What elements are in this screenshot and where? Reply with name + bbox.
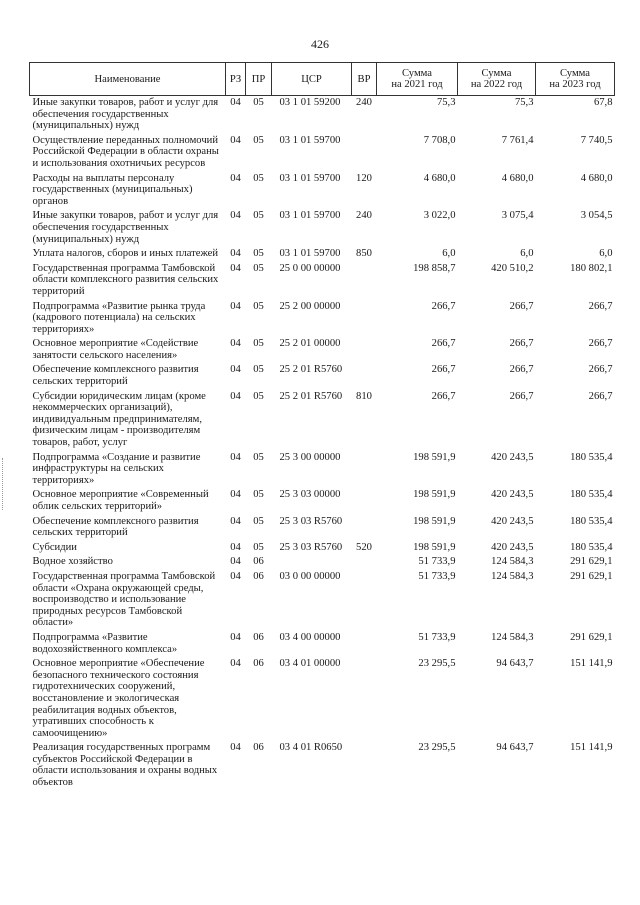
cell-sum-2021: 266,7 [431,390,456,402]
cell-sum-2022: 420 510,2 [491,262,534,274]
cell-sum-2021: 198 591,9 [413,515,456,527]
cell-pr: 05 [253,172,264,184]
header-sum-2021-line1: Сумма [402,68,432,79]
cell-csr: 25 2 01 R5760 [279,364,343,376]
header-pr: ПР [246,63,272,96]
table-row [30,390,615,451]
cell-name: Основное мероприятие «Содействие занятости сельского населения» [32,338,199,361]
cell-rz: 04 [230,262,241,274]
cell-sum-2021: 23 295,5 [418,742,456,754]
cell-pr: 05 [253,134,264,146]
cell-vr: 120 [356,172,372,184]
table-header [30,63,615,96]
cell-csr: 25 2 01 00000 [279,338,341,350]
table-row [30,451,615,489]
cell-csr: 03 1 01 59700 [279,134,341,146]
cell-rz: 04 [230,489,241,501]
cell-csr: 03 4 00 00000 [279,631,341,643]
cell-vr: 520 [356,541,372,553]
cell-pr: 05 [253,515,264,527]
cell-sum-2023: 151 141,9 [570,742,613,754]
table-row [30,488,615,514]
cell-rz: 04 [230,570,241,582]
cell-csr: 03 4 01 00000 [279,658,341,670]
cell-rz: 04 [230,515,241,527]
header-sum-2022-line2: на 2022 год [470,79,523,90]
cell-sum-2021: 6,0 [442,248,456,260]
cell-vr [352,515,377,541]
cell-pr: 06 [253,742,264,754]
cell-sum-2022: 6,0 [520,248,534,260]
cell-rz: 04 [230,742,241,754]
cell-name: Подпрограмма «Развитие водохозяйственного комплекса» [32,631,178,655]
cell-sum-2022: 124 584,3 [491,556,534,568]
cell-name: Подпрограмма «Развитие рынка труда (кадрового потенциала) на сельских территориях» [32,300,206,335]
table-row [30,541,615,556]
cell-sum-2022: 420 243,5 [491,515,534,527]
table-row [30,209,615,247]
cell-sum-2022: 420 243,5 [491,489,534,501]
header-vr: ВР [352,63,377,96]
cell-name: Основное мероприятие «Обеспечение безопасного технического состояния гидротехнических сооружений, восстановление и экологическая реабилитация водных объектов, утративших способность к самоочищению» [32,658,205,739]
cell-name: Реализация государственных программ субъектов Российской Федерации в области использования и охраны водных объектов [32,742,218,789]
cell-sum-2021: 198 591,9 [413,541,456,553]
budget-table [29,62,615,791]
cell-sum-2022: 266,7 [509,390,534,402]
cell-name: Субсидии юридическим лицам (кроме некоммерческих организаций), индивидуальным предпринимателям, физическим лицам - производителям товаров, работ, услуг [32,390,206,449]
cell-sum-2022: 124 584,3 [491,570,534,582]
cell-vr: 240 [356,97,372,108]
table-row [30,631,615,657]
table-row [30,134,615,172]
cell-sum-2022: 75,3 [514,97,534,108]
header-sum-2023-line2: на 2023 год [549,79,601,90]
cell-vr [352,555,377,570]
cell-sum-2023: 266,7 [588,338,613,350]
cell-sum-2021: 51 733,9 [418,631,456,643]
header-sum-2021-line2: на 2021 год [391,79,443,90]
cell-pr: 05 [253,97,264,108]
cell-name: Субсидии [32,541,77,553]
table-row [30,262,615,300]
cell-rz: 04 [230,556,241,568]
cell-sum-2023: 180 535,4 [570,515,613,527]
cell-vr [352,337,377,363]
cell-sum-2023: 6,0 [599,248,613,260]
cell-sum-2021: 4 680,0 [423,172,456,184]
table-row [30,172,615,210]
cell-name: Государственная программа Тамбовской области «Охрана окружающей среды, воспроизводство и использование природных ресурсов Тамбовской области» [32,570,216,629]
cell-pr: 05 [253,248,264,260]
table-row [30,570,615,631]
cell-csr: 25 3 03 R5760 [279,541,343,553]
cell-pr: 05 [253,364,264,376]
cell-name: Государственная программа Тамбовской области комплексного развития сельских территорий [32,262,219,297]
table-row [30,363,615,389]
cell-sum-2021: 198 591,9 [413,489,456,501]
cell-sum-2021: 23 295,5 [418,658,456,670]
cell-csr: 03 0 00 00000 [279,570,341,582]
cell-name: Уплата налогов, сборов и иных платежей [32,248,219,260]
cell-sum-2023: 291 629,1 [570,570,613,582]
cell-pr: 05 [253,489,264,501]
cell-vr: 240 [356,210,372,222]
cell-sum-2021: 266,7 [431,300,456,312]
cell-name: Осуществление переданных полномочий Российской Федерации в области охраны и использования охотничьих ресурсов [32,134,219,169]
cell-sum-2023: 266,7 [588,300,613,312]
cell-sum-2023: 151 141,9 [570,658,613,670]
cell-sum-2022: 3 075,4 [501,210,534,222]
table-row [30,741,615,790]
cell-pr: 05 [253,210,264,222]
cell-vr [352,451,377,489]
cell-rz: 04 [230,658,241,670]
cell-sum-2022: 7 761,4 [501,134,534,146]
cell-pr: 05 [253,300,264,312]
cell-pr: 06 [253,631,264,643]
cell-sum-2023: 180 535,4 [570,489,613,501]
cell-sum-2022: 4 680,0 [501,172,534,184]
cell-pr: 05 [253,541,264,553]
cell-name: Обеспечение комплексного развития сельских территорий [32,515,199,539]
cell-sum-2023: 266,7 [588,364,613,376]
table-row [30,657,615,741]
cell-name: Водное хозяйство [32,556,113,568]
cell-sum-2021: 198 591,9 [413,451,456,463]
cell-sum-2023: 291 629,1 [570,556,613,568]
cell-pr: 05 [253,390,264,402]
cell-sum-2023: 3 054,5 [580,210,613,222]
cell-sum-2022: 266,7 [509,338,534,350]
cell-rz: 04 [230,300,241,312]
table-row [30,96,615,134]
cell-rz: 04 [230,210,241,222]
cell-sum-2023: 180 535,4 [570,541,613,553]
cell-pr: 06 [253,556,264,568]
cell-csr: 03 1 01 59200 [279,97,341,108]
cell-sum-2021: 266,7 [431,338,456,350]
cell-sum-2021: 266,7 [431,364,456,376]
cell-vr [352,300,377,338]
cell-pr: 05 [253,262,264,274]
cell-sum-2022: 124 584,3 [491,631,534,643]
cell-sum-2023: 291 629,1 [570,631,613,643]
table-row [30,247,615,262]
cell-vr [352,570,377,631]
table-row [30,337,615,363]
cell-csr: 25 3 03 R5760 [279,515,343,527]
header-sum-2023-line1: Сумма [560,68,590,79]
header-sum-2022 [458,63,536,96]
cell-csr: 25 3 00 00000 [279,451,341,463]
cell-vr: 850 [356,248,372,260]
cell-name: Основное мероприятие «Современный облик сельских территорий» [32,489,209,512]
cell-vr [352,631,377,657]
cell-csr: 25 0 00 00000 [279,262,341,274]
cell-name: Иные закупки товаров, работ и услуг для обеспечения государственных (муниципальных) нужд [32,210,219,245]
cell-sum-2023: 4 680,0 [580,172,613,184]
cell-sum-2021: 75,3 [436,97,456,108]
cell-vr [352,657,377,741]
cell-sum-2021: 51 733,9 [418,556,456,568]
cell-sum-2022: 94 643,7 [496,742,534,754]
header-rz: РЗ [226,63,246,96]
cell-sum-2022: 266,7 [509,300,534,312]
cell-sum-2022: 94 643,7 [496,658,534,670]
cell-rz: 04 [230,172,241,184]
cell-csr [272,555,352,570]
cell-pr: 06 [253,570,264,582]
cell-csr: 03 1 01 59700 [279,210,341,222]
cell-sum-2023: 7 740,5 [580,134,613,146]
cell-rz: 04 [230,451,241,463]
header-name: Наименование [30,63,226,96]
cell-pr: 05 [253,338,264,350]
cell-name: Обеспечение комплексного развития сельских территорий [32,364,199,388]
cell-rz: 04 [230,248,241,260]
cell-csr: 25 3 03 00000 [279,489,341,501]
cell-rz: 04 [230,631,241,643]
cell-vr [352,262,377,300]
cell-csr: 25 2 01 R5760 [279,390,343,402]
cell-csr: 03 4 01 R0650 [279,742,343,754]
cell-rz: 04 [230,97,241,108]
table-row [30,555,615,570]
table-row [30,515,615,541]
cell-pr: 06 [253,658,264,670]
cell-sum-2021: 3 022,0 [423,210,456,222]
cell-rz: 04 [230,390,241,402]
header-sum-2023 [536,63,615,96]
cell-vr [352,488,377,514]
cell-sum-2022: 266,7 [509,364,534,376]
cell-name: Иные закупки товаров, работ и услуг для обеспечения государственных (муниципальных) нужд [32,97,219,132]
scan-edge-marks [2,458,6,510]
cell-name: Подпрограмма «Создание и развитие инфраструктуры на сельских территориях» [32,451,201,486]
table-row [30,300,615,338]
cell-rz: 04 [230,338,241,350]
cell-rz: 04 [230,134,241,146]
header-sum-2022-line1: Сумма [481,68,512,79]
cell-sum-2022: 420 243,5 [491,541,534,553]
header-csr: ЦСР [272,63,352,96]
cell-sum-2021: 51 733,9 [418,570,456,582]
cell-sum-2021: 7 708,0 [423,134,456,146]
cell-vr: 810 [356,390,372,402]
page-number: 426 [311,37,329,51]
cell-csr: 25 2 00 00000 [279,300,341,312]
cell-sum-2023: 266,7 [588,390,613,402]
cell-pr: 05 [253,451,264,463]
cell-sum-2023: 180 535,4 [570,451,613,463]
cell-rz: 04 [230,364,241,376]
cell-csr: 03 1 01 59700 [279,248,341,260]
cell-sum-2022: 420 243,5 [491,451,534,463]
cell-sum-2023: 180 802,1 [570,262,613,274]
cell-sum-2023: 67,8 [593,97,613,108]
cell-rz: 04 [230,541,241,553]
cell-vr [352,134,377,172]
cell-sum-2021: 198 858,7 [413,262,456,274]
cell-csr: 03 1 01 59700 [279,172,341,184]
cell-vr [352,741,377,790]
table-body [30,96,615,791]
header-sum-2021 [377,63,458,96]
cell-vr [352,363,377,389]
cell-name: Расходы на выплаты персоналу государственных (муниципальных) органов [32,172,193,207]
